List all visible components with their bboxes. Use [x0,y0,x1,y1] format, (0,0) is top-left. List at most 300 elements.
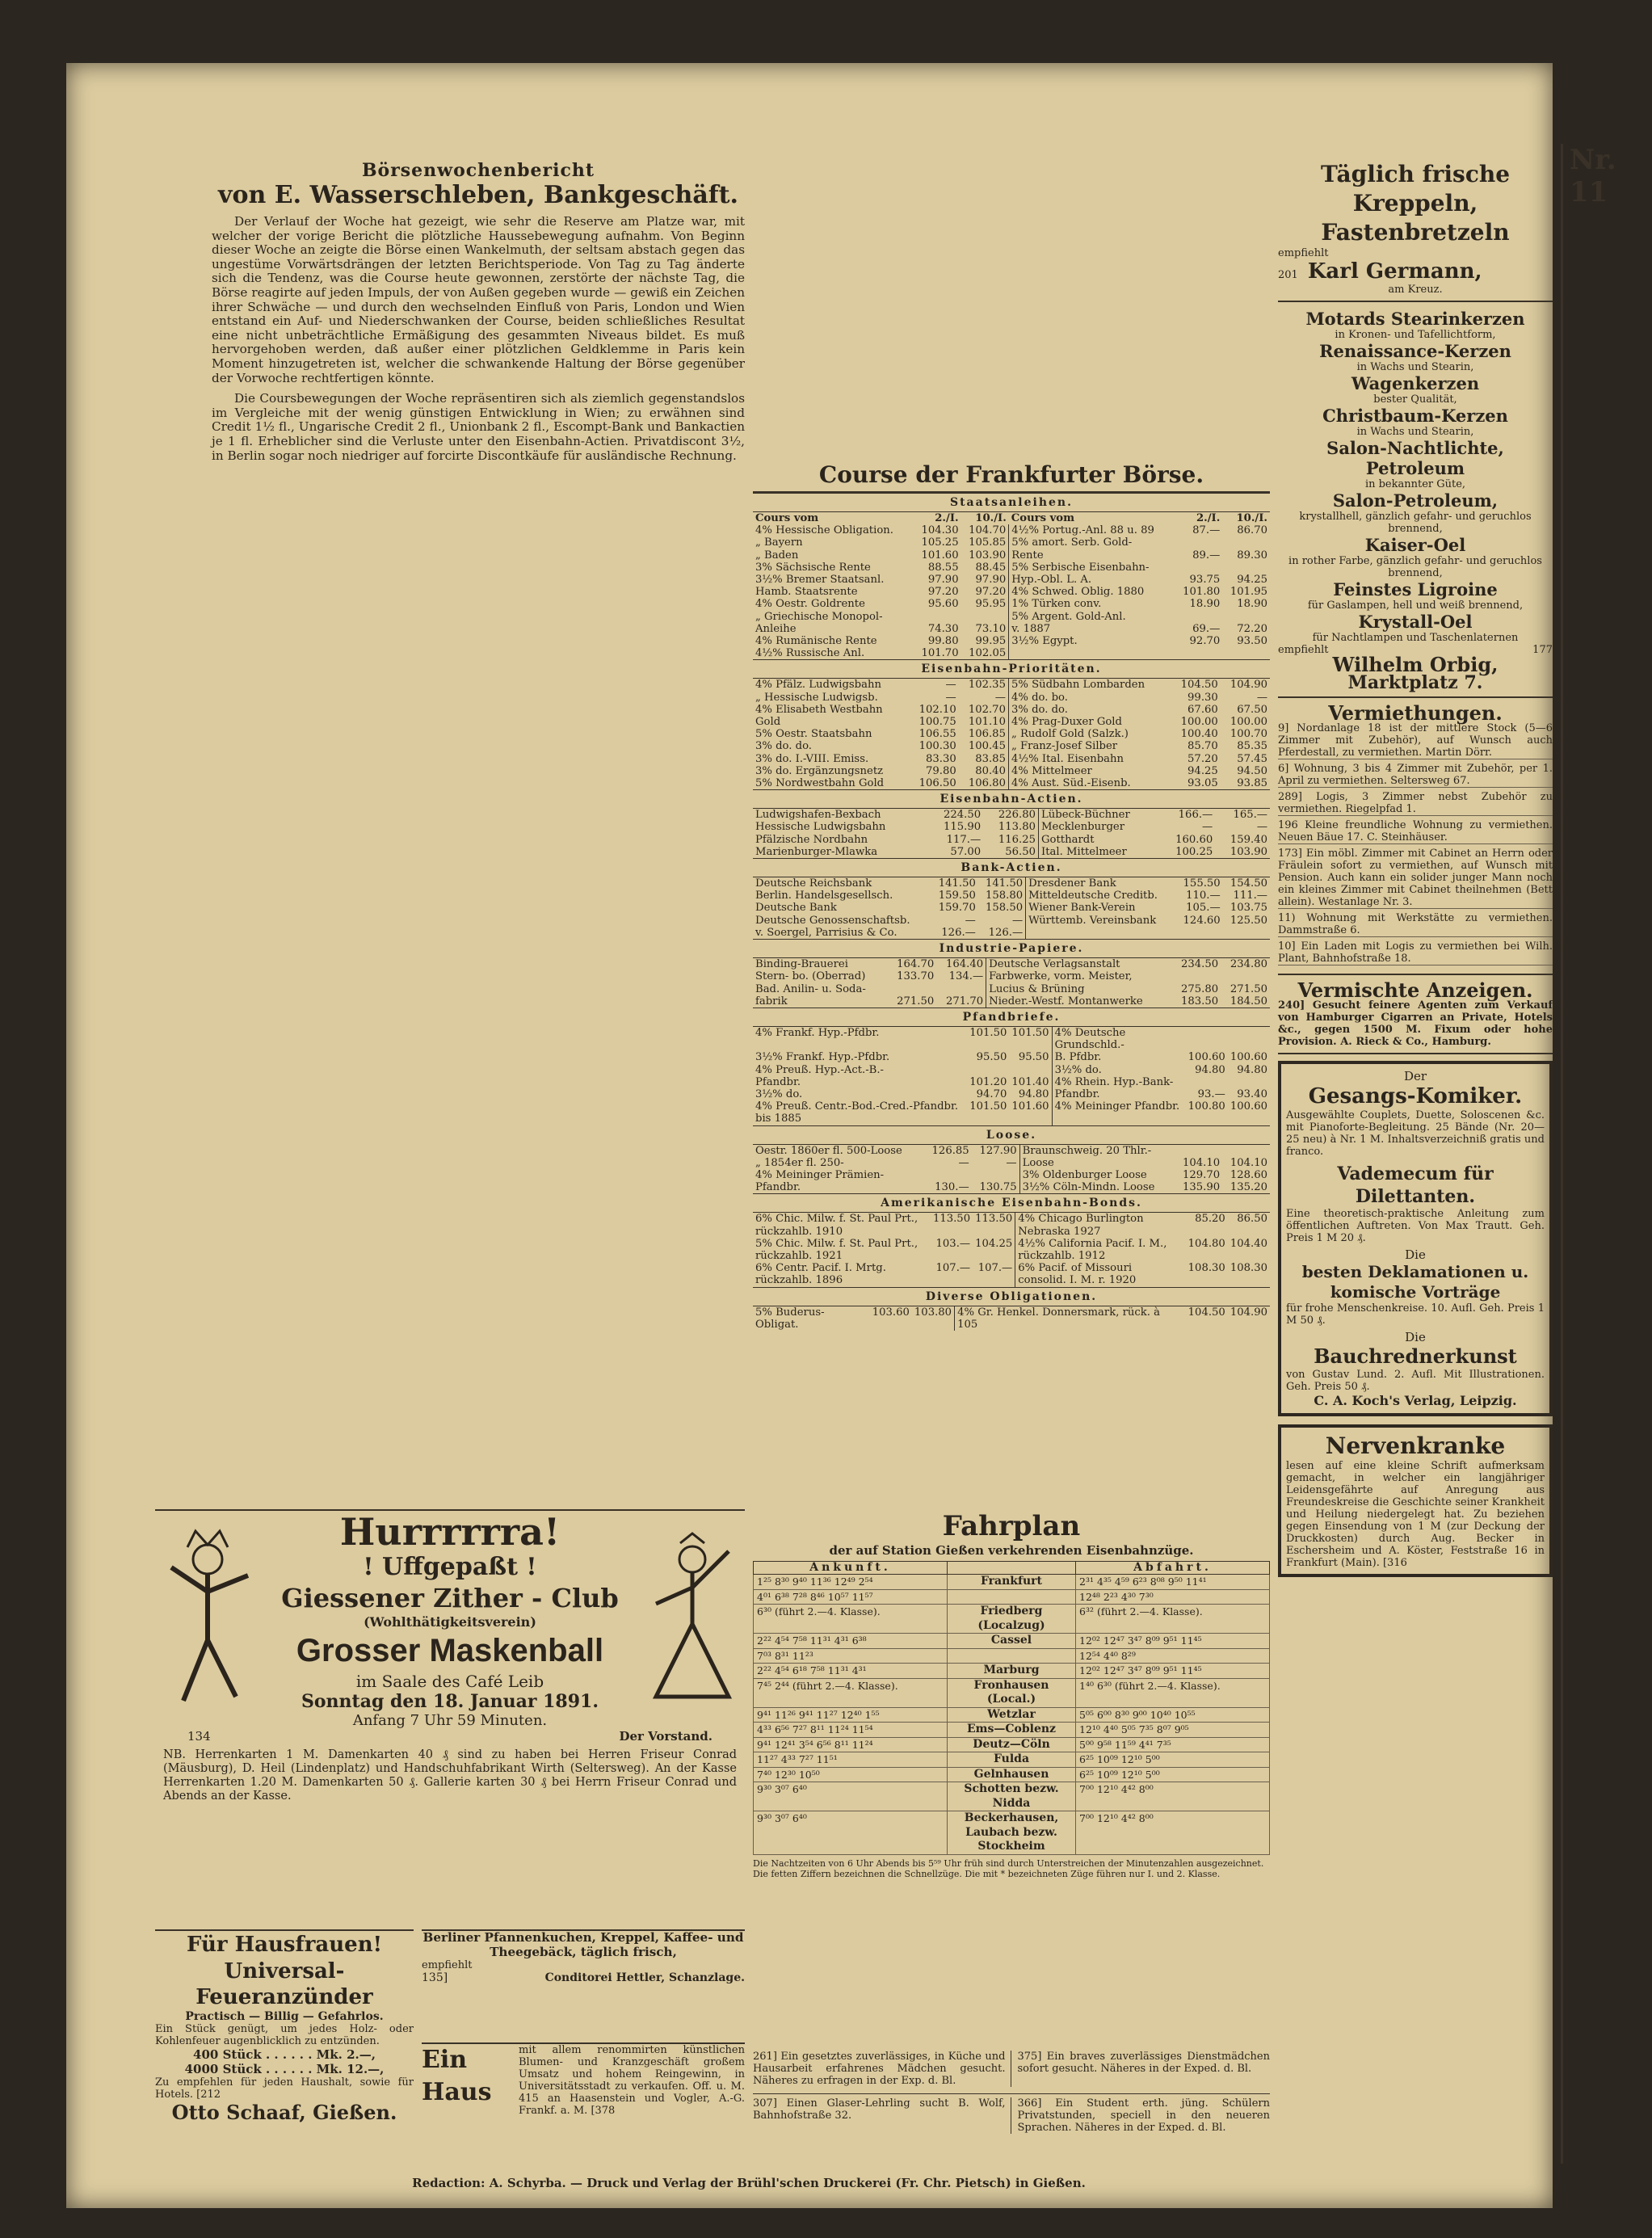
verm2-text: 240] Gesucht feinere Agenten zum Verkauf von Hamburger Cigarren an Private, Hotels &c., gegen 1500 M. Fixum oder hohe Provision. A. Rieck & Co., Hamburg. [1278,999,1553,1048]
kreppeln-name: Karl Germann, [1307,259,1482,284]
price-cell: 72.20 [1237,622,1267,635]
price-cell: 97.20 [975,586,1007,599]
price-cell: 57.45 [1237,752,1267,765]
orbig-num: 177 [1532,644,1553,656]
bourse-row [753,635,1270,647]
komiker-bauch-text: von Gustav Lund. 2. Aufl. Mit Illustrationen. Geh. Preis 50 ₰. [1286,1369,1545,1393]
price-cell [1175,1145,1222,1157]
price-cell: 106.85 [968,728,1006,741]
price-cell: 104.50 [1188,1306,1225,1319]
train-times: 9³⁰ 3⁰⁷ 6⁴⁰ [754,1782,948,1811]
price-cell: 101.95 [1230,586,1267,599]
train-times: 12⁰² 12⁴⁷ 3⁴⁷ 8⁰⁹ 9⁵¹ 11⁴⁵ [1076,1664,1270,1679]
kreppeln-rec: empfiehlt [1278,247,1329,259]
bourse-row [753,765,1270,777]
price-cell: 115.90 [943,821,982,834]
komiker-die2: Die [1405,1330,1426,1344]
orbig-rec: empfiehlt [1278,644,1329,656]
price-cell: 154.50 [1230,877,1267,890]
price-cell [1175,536,1223,549]
price-cell: 271.50 [897,995,935,1008]
price-cell: — [1256,691,1267,704]
price-cell: 69.— [1192,622,1221,635]
price-cell: 106.55 [918,728,956,741]
price-cell: 67.50 [1237,703,1267,716]
price-cell: 100.60 [1188,1051,1225,1064]
security-name: v. Soergel, Parrisius & Co. [755,926,897,939]
price-cell: 100.80 [1188,1100,1225,1113]
komiker-verlag: C. A. Koch's Verlag, Leipzig. [1314,1393,1517,1408]
security-name: Ital. Mittelmeer [1039,846,1161,858]
bourse-row [753,1262,1270,1286]
bourse-section-title: Loose. [753,1125,1270,1145]
price-cell: 104.10 [1182,1156,1221,1169]
price-cell: 164.40 [946,958,984,971]
price-cell: 97.90 [927,574,959,587]
bourse-column [753,168,1270,1566]
price-cell: 100.00 [1180,716,1218,729]
station-name: Fronhausen (Local.) [948,1678,1076,1707]
train-times: 4⁰¹ 6³⁸ 7²⁸ 8⁴⁶ 10⁵⁷ 11⁵⁷ [754,1589,948,1605]
feuer-price-1: 400 Stück . . . . . . Mk. 2.—, [193,2047,376,2062]
price-cell: 94.70 [976,1087,1007,1100]
price-cell [1223,927,1270,939]
price-cell: — [945,679,956,692]
timetable-row [754,1707,1270,1723]
report-paragraph: Die Coursbewegungen der Woche repräsentiren sich als ziemlich gegenstandslos im Vergleiche mit der wenig günstigen Entwicklung in Wien; zu erwähnen sind Credit 1½ fl., Ungarische Credit 2 fl., Unionbank 2 fl., Escompt-Bank und Bankactien je 1 fl. Erheblicher sind die Verluste unter den Eisenbahn-Actien. Privatdiscont 3½, in Berlin sogar noch niedriger auf forcirte Discontkäufe für ausländische Rechnung. [212,391,745,463]
maskenball-h5: Grosser Maskenball [296,1633,604,1668]
price-cell [887,983,936,995]
price-cell: 100.00 [1230,716,1267,729]
bourse-row [753,970,1270,982]
candle-ad-line: Petroleum [1365,458,1465,478]
security-name: Württemb. Vereinsbank [1026,915,1176,927]
candle-ad-line: in bekannter Güte, [1364,478,1466,490]
price-cell: 93.— [1197,1087,1225,1100]
security-name: Ludwigshafen-Bexbach [755,809,881,822]
price-cell: 74.30 [927,622,959,635]
jester-figure-icon [155,1527,260,1713]
station-name: Marburg [948,1664,1076,1679]
haus-heading: Ein Haus [422,2046,492,2106]
bourse-section-title: Eisenbahn-Actien. [753,789,1270,809]
price-cell: 160.60 [1175,833,1213,846]
security-name: Hamb. Staatsrente [755,586,858,599]
timetable-head-station [948,1562,1076,1575]
bourse-row [753,692,1270,704]
price-cell: 93.85 [1237,777,1267,790]
security-name: Hessische Ludwigsbahn [755,821,886,834]
security-name: 3½% Bremer Staatsanl. [755,574,885,587]
security-name: 5% Nordwestbahn Gold [755,777,885,790]
bourse-header: 2./I. [935,512,959,524]
train-times: 2²² 4⁵⁴ 7⁵⁸ 11³¹ 4³¹ 6³⁸ [754,1634,948,1649]
report-paragraph: Der Verlauf der Woche hat gezeigt, wie sehr die Reserve am Platze war, mit welcher der vorige Bericht die plötzliche Haussebewegung aufnahm. Von Beginn dieser Woche an zeigte die Börse einen Wankelmuth, der seltsam abstach gegen das ungestüme Vorwärtsdrängen der letzten Berichtsperiode. Von Tag zu Tag änderte sich die Tendenz, was die Course heute gewonnen, zerstörte der nächste Tag, die Börse reagirte auf jeden Impuls, der von Außen gegeben wurde — gewiß ein Zeichen ihrer Schwäche — und durch den wechselnden Einfluß von Paris, London und Wien entstand ein Auf- und Niederschwanken der Course, beiden schließliches Resultat eine nicht unbeträchtliche Ermäßigung des gesammten Niveaus bildet. Es muß hervorgehoben werden, daß außer einer plötzlichen Geldklemme in Paris kein Moment hinzugetreten ist, welcher die schwankende Haltung der Börse gegenüber der Vorwoche rechtfertigen könnte. [212,214,745,385]
timetable-row [754,1634,1270,1649]
train-times: 12¹⁰ 4⁴⁰ 5⁰⁵ 7³⁵ 8⁰⁷ 9⁰⁵ [1076,1723,1270,1738]
price-cell: 94.25 [1237,574,1267,587]
security-name: 4½% California Pacif. I. M., rückzahlb. 1912 [1015,1238,1186,1262]
bourse-row [753,1181,1270,1193]
price-cell: 130.75 [979,1181,1017,1194]
train-times: 9⁴¹ 12⁴¹ 3⁵⁴ 6⁵⁶ 8¹¹ 11²⁴ [754,1737,948,1752]
price-cell: 104.30 [921,524,959,537]
price-cell: 104.90 [1230,679,1267,692]
price-cell [1228,1076,1270,1088]
security-name: 4½% Portug.-Anl. 88 u. 89 [1009,524,1175,536]
price-cell: — [994,691,1006,704]
timetable-row [754,1575,1270,1590]
security-name: 5% Südbahn Lombarden [1008,679,1171,691]
price-cell: 99.95 [975,635,1007,648]
security-name: 3% do. do. [755,740,812,753]
train-times: 7⁴⁵ 2⁴⁴ (führt 2.—4. Klasse). [754,1678,948,1707]
price-cell: 116.25 [998,833,1036,846]
security-name: Mecklenburger [1039,821,1161,833]
timetable-head-in: Ankunft. [754,1562,948,1575]
price-cell: 73.10 [975,622,1007,635]
price-cell: 224.50 [943,809,982,822]
candle-ad-line: Christbaum-Kerzen [1322,406,1508,426]
ads-column [1278,160,1553,2180]
price-cell: 103.90 [969,549,1007,562]
price-cell: 158.50 [986,902,1024,915]
maskenball-place: im Saale des Café Leib [355,1672,544,1691]
candle-ad-line: für Nachtlampen und Taschenlaternen [1312,632,1519,644]
price-cell: 97.20 [927,586,959,599]
candle-ad-line: Salon-Petroleum, [1332,490,1499,511]
security-name: 4% Frankf. Hyp.-Pfdbr. [755,1026,880,1039]
train-times: 9⁴¹ 11²⁶ 9⁴¹ 11²⁷ 12⁴⁰ 1⁵⁵ [754,1707,948,1723]
candle-ad-line: krystallhell, gänzlich gefahr- und geruchlos brennend, [1299,511,1532,535]
station-name: Ems—Coblenz [948,1723,1076,1738]
price-cell: 93.05 [1188,777,1218,790]
candle-ad-line: in Wachs und Stearin, [1356,426,1474,438]
price-cell: 134.— [948,970,984,983]
small-ad: 375] Ein braves zuverlässiges Dienstmädchen sofort gesucht. Näheres in der Exped. d. Bl. [1017,2051,1270,2075]
bourse-row [753,777,1270,789]
price-cell: 104.80 [1188,1237,1225,1250]
price-cell: 128.60 [1230,1168,1267,1181]
price-cell: 80.40 [975,764,1006,777]
security-name: 4½% Russische Anl. [755,647,865,660]
bourse-table [753,1027,1270,1125]
candle-ad-line: Motards Stearinkerzen [1305,309,1525,329]
price-cell: 92.70 [1189,635,1221,648]
feuer-firm: Otto Schaaf, Gießen. [171,2101,397,2124]
price-cell: 88.45 [975,561,1007,574]
security-name: Anleihe [755,622,797,635]
price-cell: 105.25 [921,536,959,549]
price-cell: 104.50 [1180,679,1218,692]
rental-ad: 196 Kleine freundliche Wohnung zu vermiethen. Neuen Bäue 17. C. Steinhäuser. [1278,819,1553,843]
candle-ad-line: in rother Farbe, gänzlich gefahr- und geruchlos brennend, [1288,555,1542,579]
price-cell: 124.60 [1183,914,1221,927]
price-cell: 159.70 [938,902,976,915]
security-name: Gotthardt [1039,834,1161,846]
security-name: 4% Oestr. Goldrente [755,598,865,611]
security-name: Hyp.-Obl. L. A. [1009,574,1175,586]
price-cell: — [1011,914,1024,927]
candle-ad-line: in Kronen- und Tafellichtform, [1335,329,1496,341]
price-cell: 113.50 [975,1213,1013,1226]
security-name: 4% do. bo. [1008,692,1171,704]
security-name: 5% Serbische Eisenbahn- [1009,562,1175,574]
price-cell: 88.55 [927,561,959,574]
timetable-row [754,1737,1270,1752]
price-cell: 100.40 [1180,728,1218,741]
maskenball-ad [155,1509,745,1915]
security-name: 4% Prag-Duxer Gold [1008,716,1171,728]
price-cell [1221,970,1270,982]
rental-ad: 10] Ein Laden mit Logis zu vermiethen bei Wilh. Plant, Bahnhofstraße 18. [1278,940,1553,965]
komiker-vade: Vademecum für Dilettanten. [1337,1163,1494,1207]
bourse-row [753,536,1270,549]
bourse-row [753,1076,1270,1088]
candle-ad-line: bester Qualität, [1373,393,1457,406]
bourse-row [753,915,1270,927]
bourse-row [753,586,1270,598]
train-times: 2³¹ 4³⁵ 4⁵⁹ 6²³ 8⁰⁸ 9⁵⁰ 11⁴¹ [1076,1575,1270,1590]
price-cell: 86.70 [1237,524,1267,537]
bourse-section-title: Bank-Actien. [753,858,1270,877]
bourse-row [753,623,1270,635]
bourse-section-title: Pfandbriefe. [753,1008,1270,1027]
security-name: 3½% Egypt. [1009,635,1175,647]
security-name: Dresdener Bank [1026,877,1176,890]
security-name: 4% Rhein. Hyp.-Bank- [1052,1076,1186,1088]
station-name [948,1648,1076,1664]
price-cell: 18.90 [1189,598,1221,611]
price-cell: 141.50 [986,877,1024,890]
price-cell: 99.30 [1188,691,1218,704]
timetable-footer: Die Nachtzeiten von 6 Uhr Abends bis 5⁵⁹ Uhr früh sind durch Unterstreichen der Minutenzahlen ausgezeichnet. Die fetten Ziffern bezeichnen die Schnellzüge. Die mit * bezeichneten Züge führen nur I. und 2. Klasse. [753,1857,1264,1879]
bourse-row [753,704,1270,716]
maskenball-sign: Der Vorstand. [619,1729,713,1744]
security-name: 1% Türken conv. [1009,598,1175,610]
price-cell: 101.50 [969,1026,1007,1039]
security-name: Marienburger-Mlawka [755,845,878,858]
price-cell [1186,1027,1228,1051]
security-name: 5% Chic. Milw. f. St. Paul Prt., rückzahlb. 1921 [755,1237,918,1262]
bourse-row [753,809,1270,821]
timetable-row [754,1782,1270,1811]
price-cell: 117.— [946,833,982,846]
bourse-row [753,1145,1270,1157]
price-cell [924,1169,972,1181]
komiker-dekl: besten Deklamationen u. komische Vorträge [1301,1262,1529,1302]
bourse-row [753,1157,1270,1169]
kreppeln-heading: Täglich frische Kreppeln, Fastenbretzeln [1320,161,1511,246]
candle-ad-line: Renaissance-Kerzen [1319,341,1511,361]
price-cell: 67.60 [1188,703,1218,716]
security-name: Stern- bo. (Oberrad) [755,970,866,983]
price-cell [1228,1027,1270,1051]
price-cell: 234.80 [1230,958,1267,971]
security-name: 3½% do. [1052,1064,1186,1076]
bourse-row [753,1306,1270,1331]
security-name: B. Pfdbr. [1052,1051,1186,1063]
nerv-ad [1278,1424,1553,1577]
price-cell [1175,927,1222,939]
price-cell: 271.70 [946,995,984,1008]
security-name: 4% Rumänische Rente [755,635,877,648]
maskenball-num: 134 [187,1729,211,1744]
station-name: Fulda [948,1752,1076,1768]
security-name: 4% Pfälz. Ludwigsbahn [755,679,881,692]
feuer-text-2: Zu empfehlen für jeden Haushalt, sowie für Hotels. [212 [155,2076,414,2101]
security-name: „ Rudolf Gold (Salzk.) [1008,728,1171,740]
price-cell [1175,611,1223,623]
feuer-h2: Universal-Feueranzünder [195,1959,373,2009]
price-cell: 101.50 [1011,1026,1049,1039]
price-cell: 103.80 [914,1306,952,1319]
price-cell: 165.— [1233,809,1267,822]
price-cell: 95.95 [975,598,1007,611]
price-cell: 87.— [1192,524,1221,537]
rental-ad: 6] Wohnung, 3 bis 4 Zimmer mit Zubehör, per 1. April zu vermiethen. Seltersweg 67. [1278,763,1553,787]
candle-ad-line: Kaiser-Oel [1364,535,1466,555]
price-cell: 164.70 [897,958,935,971]
security-name: 3% Oldenburger Loose [1019,1169,1175,1181]
security-name: Gold [755,716,781,729]
train-times: 2²² 4⁵⁴ 6¹⁸ 7⁵⁸ 11³¹ 4³¹ [754,1664,948,1679]
price-cell: 95.60 [927,598,959,611]
feuer-h3: Practisch — Billig — Gefahrlos. [185,2010,384,2023]
orbig-name: Wilhelm Orbig, [1332,653,1499,676]
security-name: 3% do. Ergänzungsnetz [755,764,884,777]
adjacent-page-strip [1561,144,1652,2164]
price-cell: 94.25 [1188,764,1218,777]
bourse-row [753,1027,1270,1051]
price-cell [1009,1064,1052,1076]
rental-ad: 11) Wohnung mit Werkstätte zu vermiethen. Dammstraße 6. [1278,912,1553,936]
station-name [948,1589,1076,1605]
price-cell: 86.50 [1237,1213,1267,1226]
price-cell: 275.80 [1180,982,1219,995]
small-ad: 366] Ein Student erth. jüng. Schülern Privatstunden, speciell in den neueren Sprachen. Näheres in der Exped. d. Bl. [1017,2097,1270,2134]
price-cell: 100.70 [1230,728,1267,741]
train-times: 7⁰⁰ 12¹⁰ 4⁴² 8⁰⁰ [1076,1782,1270,1811]
bourse-row [753,524,1270,536]
dancer-figure-icon [640,1527,745,1713]
bourse-row [753,647,1270,659]
bourse-row [753,821,1270,833]
price-cell: 57.00 [950,845,982,858]
price-cell: 102.05 [969,647,1007,660]
price-cell: 135.20 [1230,1181,1267,1194]
feuer-price-2: 4000 Stück . . . . . . Mk. 12.—, [184,2062,385,2076]
candle-ad-line: Krystall-Oel [1358,612,1473,632]
price-cell [914,611,961,623]
bourse-section-title: Amerikanische Eisenbahn-Bonds. [753,1193,1270,1213]
price-cell [1222,536,1270,549]
price-cell: 95.50 [1018,1051,1049,1064]
bourse-row [753,562,1270,574]
price-cell: 85.70 [1188,740,1218,753]
bourse-row [753,549,1270,562]
price-cell: 103.— [935,1237,971,1250]
timetable-row [754,1767,1270,1782]
price-cell: 104.70 [969,524,1007,537]
price-cell: 155.50 [1183,877,1221,890]
timetable-row [754,1678,1270,1707]
price-cell: 101.70 [921,647,959,660]
bourse-row [753,716,1270,728]
security-name: Mitteldeutsche Creditb. [1026,890,1176,902]
price-cell [936,983,986,995]
komiker-vade-text: Eine theoretisch-praktische Anleitung zum öffentlichen Auftreten. Von Max Trautt. Geh. Preis 1 M 20 ₰. [1286,1208,1545,1244]
komiker-bauch: Bauchrednerkunst [1314,1344,1517,1368]
price-cell: 104.25 [975,1237,1013,1250]
price-cell: 103.90 [1230,845,1267,858]
price-cell: 100.75 [918,716,956,729]
verm-title: Vermiethungen. [1328,701,1503,725]
security-name: Braunschweig. 20 Thlr.- [1019,1145,1175,1157]
price-cell: 93.40 [1237,1087,1267,1100]
price-cell: 56.50 [1005,845,1036,858]
security-name: 4% Hessische Obligation. [755,524,893,537]
maskenball-h1: Hurrrrrra! [339,1510,561,1554]
verm-list [1278,722,1553,965]
price-cell: 104.10 [1230,1156,1267,1169]
candle-ad-line: für Gaslampen, hell und weiß brennend, [1307,599,1524,612]
train-times: 4³³ 6⁵⁶ 7²⁷ 8¹¹ 11²⁴ 11⁵⁴ [754,1723,948,1738]
price-cell: 106.80 [968,777,1006,790]
security-name: 4% Aust. Süd.-Eisenb. [1008,777,1171,789]
train-times: 12⁵⁴ 4⁴⁰ 8²⁹ [1076,1648,1270,1664]
price-cell [1222,611,1270,623]
price-cell: 103.60 [872,1306,910,1319]
price-cell: 101.80 [1183,586,1221,599]
security-name: 4% Elisabeth Westbahn [755,703,883,716]
security-name: Nieder.-Westf. Montanwerke [986,995,1172,1008]
price-cell: 95.50 [976,1051,1007,1064]
timetable-row [754,1648,1270,1664]
security-name: fabrik [755,995,788,1008]
bourse-row [753,877,1270,890]
security-name: „ Griechische Monopol- [755,610,883,623]
price-cell: 103.75 [1230,902,1267,915]
price-cell: 93.50 [1237,635,1267,648]
security-name: „ Franz-Josef Silber [1008,740,1171,752]
price-cell: — [1202,821,1213,834]
price-cell: 126.— [988,926,1024,939]
hettler-rec: empfiehlt [422,1959,473,1972]
station-name: Gelnhausen [948,1767,1076,1782]
bourse-header: 2./I. [1196,512,1221,524]
security-name: Pfandbr. [755,1075,801,1088]
bourse-row [753,927,1270,939]
price-cell: 271.50 [1230,982,1267,995]
market-report-column [212,160,745,1558]
security-name: Oestr. 1860er fl. 500-Loose [755,1144,902,1157]
security-name: 4% Meininger Prämien- [755,1168,885,1181]
bourse-section-title: Eisenbahn-Prioritäten. [753,659,1270,679]
report-title: Börsenwochenbericht [361,160,595,181]
price-cell: 184.50 [1230,995,1267,1008]
price-cell [1175,562,1223,574]
maskenball-time: Anfang 7 Uhr 59 Minuten. [352,1712,548,1729]
train-times: 12⁰² 12⁴⁷ 3⁴⁷ 8⁰⁹ 9⁵¹ 11⁴⁵ [1076,1634,1270,1649]
bourse-title: Course der Frankfurter Börse. [753,459,1270,493]
small-ads [753,2051,1270,2172]
security-name: 4½% Ital. Eisenbahn [1008,753,1171,765]
price-cell: 100.60 [1230,1051,1267,1064]
bourse-table [753,809,1270,858]
price-cell: 94.80 [1195,1063,1225,1076]
price-cell: 100.30 [918,740,956,753]
